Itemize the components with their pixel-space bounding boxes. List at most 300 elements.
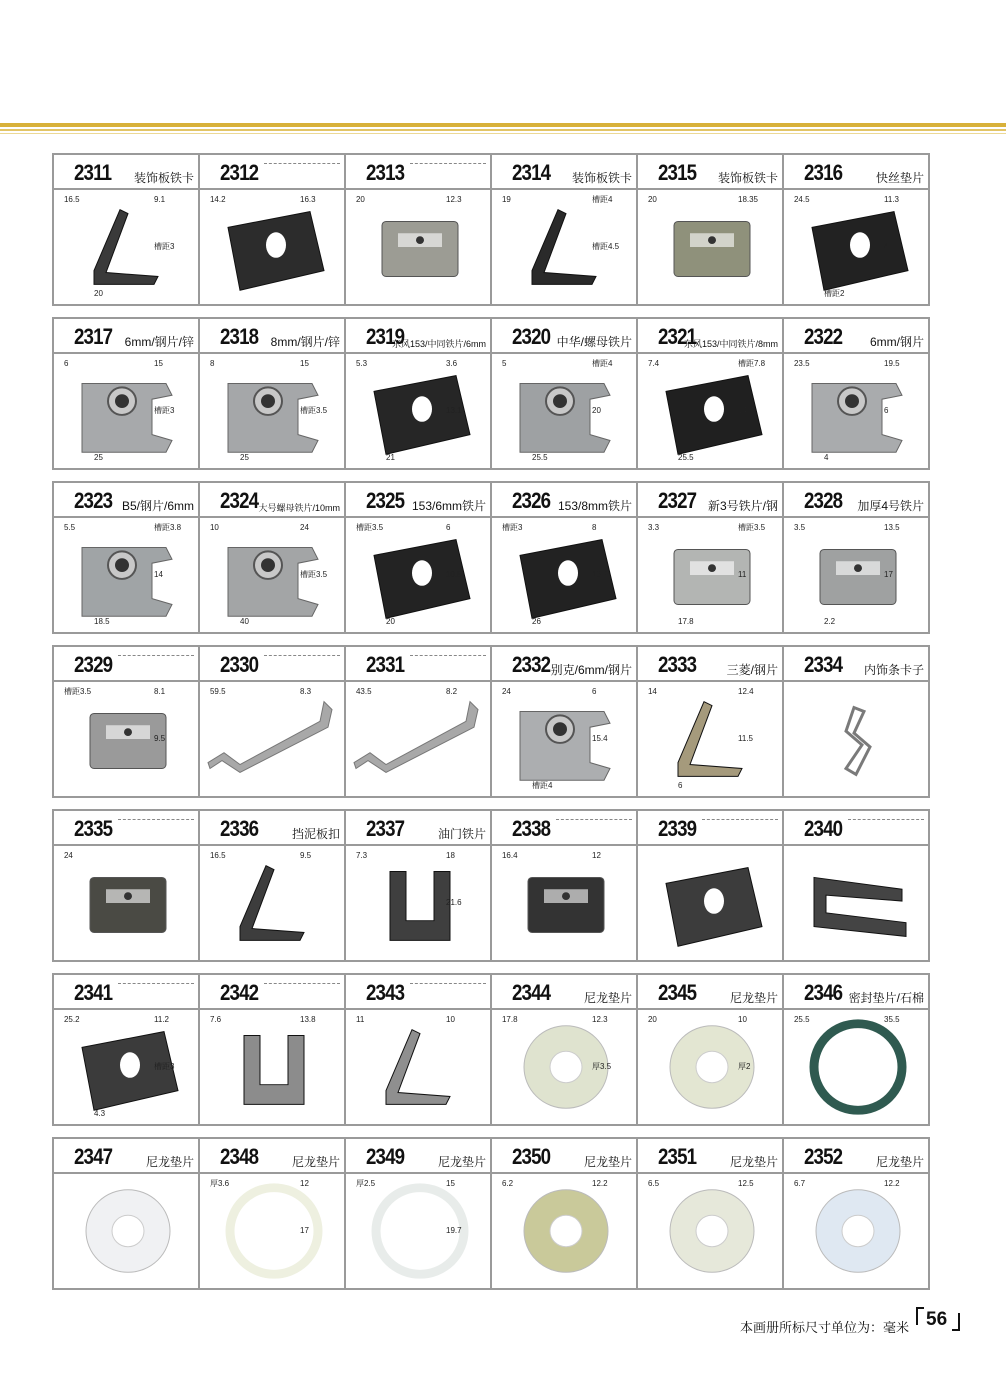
product-description: 装饰板铁卡 — [717, 171, 778, 185]
dimension-label: 4 — [884, 242, 889, 251]
product-cell — [782, 645, 930, 798]
catalog-row — [52, 317, 940, 470]
product-code: 2341 — [74, 980, 113, 1005]
dimension-label: 14.2 — [210, 194, 226, 204]
product-description: 东风153/中同铁片/8mm — [683, 339, 778, 349]
product-description: 中华/螺母铁片 — [556, 335, 632, 349]
product-header — [346, 811, 490, 846]
part-photo — [94, 210, 158, 285]
product-image — [54, 682, 198, 796]
product-cell — [198, 153, 346, 306]
product-image — [492, 354, 636, 468]
dimension-label: 24 — [64, 850, 73, 860]
product-code: 2326 — [512, 488, 551, 513]
dimension-label: 15 — [300, 358, 309, 368]
dimension-label: 槽距3 — [154, 242, 175, 251]
dimension-label: 21 — [386, 453, 395, 463]
dimension-label: 10.5 — [446, 570, 462, 579]
dimension-label: 8.3 — [300, 686, 312, 696]
dimension-label: 25 — [240, 453, 249, 463]
dimension-label: 14 — [154, 570, 163, 579]
dimension-label: 16.5 — [64, 194, 80, 204]
product-code: 2339 — [658, 816, 697, 841]
product-header — [200, 811, 344, 846]
product-code: 2342 — [220, 980, 259, 1005]
product-cell — [636, 153, 784, 306]
product-image — [200, 846, 344, 960]
product-code: 2334 — [804, 652, 843, 677]
product-cell — [344, 809, 492, 962]
dimension-label: 19.7 — [446, 1226, 462, 1235]
product-code: 2313 — [366, 160, 405, 185]
product-header — [200, 647, 344, 682]
product-header — [346, 483, 490, 518]
product-image — [492, 518, 636, 632]
dimension-label: 15 — [446, 1178, 455, 1188]
product-cell — [490, 1137, 638, 1290]
dimension-label: 5.3 — [356, 358, 368, 368]
header-dash — [118, 819, 194, 820]
product-header — [638, 155, 782, 190]
dimension-label: 20 — [648, 194, 657, 204]
dimension-label: 17.8 — [502, 1014, 518, 1024]
product-image — [638, 190, 782, 304]
product-image — [200, 518, 344, 632]
product-description: 装饰板铁卡 — [571, 171, 632, 185]
dimension-label: 槽距3 — [154, 1062, 175, 1071]
product-image — [54, 1174, 198, 1288]
dimension-label: 5 — [502, 358, 507, 368]
product-header — [54, 811, 198, 846]
dimension-label: 槽距3 — [154, 406, 175, 415]
dimension-label: 12.4 — [738, 686, 754, 696]
product-header — [54, 647, 198, 682]
dimension-label: 20 — [356, 194, 365, 204]
part-photo — [208, 702, 332, 773]
product-cell — [490, 809, 638, 962]
part-photo — [846, 708, 870, 775]
dimension-label: 6.2 — [502, 1178, 514, 1188]
product-cell — [782, 153, 930, 306]
product-cell — [198, 645, 346, 798]
dimension-label: 13.2 — [592, 570, 608, 579]
product-image — [54, 846, 198, 960]
part-photo — [816, 1190, 900, 1273]
product-cell — [344, 973, 492, 1126]
product-code: 2351 — [658, 1144, 697, 1169]
product-header — [492, 155, 636, 190]
product-code: 2331 — [366, 652, 405, 677]
dimension-label: 8 — [592, 522, 597, 532]
part-photo — [228, 212, 324, 291]
product-image — [492, 682, 636, 796]
dimension-label: 12 — [300, 1178, 309, 1188]
product-header — [638, 483, 782, 518]
product-header — [54, 319, 198, 354]
product-image — [54, 1010, 198, 1124]
product-header — [346, 1139, 490, 1174]
catalog-row — [52, 481, 940, 634]
product-cell — [344, 317, 492, 470]
dimension-label: 11 — [356, 1014, 365, 1024]
product-image — [54, 354, 198, 468]
dimension-label: 厚2 — [738, 1062, 751, 1071]
dimension-label: 2.2 — [824, 617, 836, 627]
dimension-label: 20 — [648, 1014, 657, 1024]
product-description: 加厚4号铁片 — [857, 499, 924, 513]
dimension-label: 11.3 — [884, 194, 899, 204]
product-header — [492, 1139, 636, 1174]
product-cell — [636, 481, 784, 634]
product-description: 尼龙垫片 — [583, 1155, 632, 1169]
dimension-label: 8.1 — [154, 686, 166, 696]
dimension-label: 20 — [592, 406, 601, 415]
product-code: 2337 — [366, 816, 405, 841]
product-code: 2318 — [220, 324, 259, 349]
header-dash — [264, 163, 340, 164]
product-image — [784, 354, 928, 468]
product-cell — [782, 973, 930, 1126]
unit-note: 本画册所标尺寸单位为：毫米 — [740, 1320, 910, 1335]
dimension-label: 20 — [386, 617, 395, 627]
product-image — [200, 354, 344, 468]
dimension-label: 16.5 — [210, 850, 226, 860]
product-image — [784, 682, 928, 796]
product-image — [638, 518, 782, 632]
product-image — [638, 1174, 782, 1288]
dimension-label: 6 — [884, 406, 889, 415]
header-dash — [556, 819, 632, 820]
product-code: 2340 — [804, 816, 843, 841]
dimension-label: 槽距2 — [824, 289, 845, 299]
dimension-label: 7.4 — [648, 358, 660, 368]
product-code: 2330 — [220, 652, 259, 677]
product-description: 尼龙垫片 — [875, 1155, 924, 1169]
dimension-label: 12.2 — [592, 1178, 608, 1188]
product-cell — [344, 481, 492, 634]
product-header — [492, 319, 636, 354]
product-cell — [344, 645, 492, 798]
product-image — [638, 354, 782, 468]
dimension-label: 槽距3.5 — [738, 522, 766, 532]
product-code: 2328 — [804, 488, 843, 513]
product-header — [492, 811, 636, 846]
product-image — [200, 1174, 344, 1288]
part-photo — [520, 383, 610, 452]
product-description: 尼龙垫片 — [583, 991, 632, 1005]
dimension-label: 16.3 — [300, 194, 316, 204]
dimension-label: 3.5 — [794, 522, 806, 532]
product-code: 2348 — [220, 1144, 259, 1169]
product-code: 2344 — [512, 980, 551, 1005]
dimension-label: 槽距3.5 — [356, 522, 384, 532]
part-photo — [82, 547, 172, 616]
dimension-label: 槽距3.8 — [154, 522, 182, 532]
dimension-label: 15.4 — [592, 734, 608, 743]
dimension-label: 11 — [738, 570, 747, 579]
product-description: 6mm/钢片 — [869, 335, 924, 349]
product-cell — [198, 973, 346, 1126]
product-header — [346, 155, 490, 190]
product-cell — [636, 809, 784, 962]
dimension-label: 4 — [824, 453, 829, 463]
product-cell — [52, 645, 200, 798]
product-header — [54, 155, 198, 190]
product-code: 2333 — [658, 652, 697, 677]
product-description: 装饰板铁卡 — [133, 171, 194, 185]
product-cell — [52, 973, 200, 1126]
dimension-label: 59.5 — [210, 686, 226, 696]
dimension-label: 厚3.6 — [210, 1178, 230, 1188]
product-cell — [198, 809, 346, 962]
product-header — [492, 483, 636, 518]
product-description: 内饰条卡子 — [863, 663, 924, 677]
dimension-label: 7.6 — [210, 1014, 222, 1024]
part-photo — [812, 383, 902, 452]
dimension-label: 16.4 — [502, 850, 518, 860]
dimension-label: 12.3 — [592, 1014, 608, 1024]
product-header — [492, 975, 636, 1010]
product-description: 新3号铁片/钢 — [707, 499, 778, 513]
product-cell — [636, 973, 784, 1126]
catalog-row — [52, 1137, 940, 1290]
part-photo — [528, 877, 604, 932]
product-image — [346, 354, 490, 468]
dimension-label: 18.35 — [738, 194, 758, 204]
dimension-label: 24.5 — [794, 194, 810, 204]
dimension-label: 10 — [738, 1014, 747, 1024]
dimension-label: 6 — [592, 686, 597, 696]
product-cell — [344, 1137, 492, 1290]
product-code: 2346 — [804, 980, 843, 1005]
product-header — [784, 1139, 928, 1174]
dimension-label: 8.2 — [446, 686, 458, 696]
product-image — [492, 1174, 636, 1288]
part-photo — [814, 1024, 902, 1110]
dimension-label: 18.5 — [94, 617, 110, 627]
product-image — [784, 1174, 928, 1288]
dimension-label: 槽距4 — [532, 781, 553, 791]
dimension-label: 15 — [154, 358, 163, 368]
product-description: 三菱/钢片 — [726, 663, 778, 677]
dimension-label: 14.7 — [738, 406, 754, 415]
product-header — [346, 975, 490, 1010]
product-header — [784, 155, 928, 190]
product-image — [492, 1010, 636, 1124]
dimension-label: 槽距4.5 — [592, 242, 620, 251]
product-code: 2327 — [658, 488, 697, 513]
product-header — [200, 1139, 344, 1174]
part-photo — [532, 210, 596, 285]
product-image — [200, 682, 344, 796]
product-header — [200, 483, 344, 518]
dimension-label: 10 — [210, 522, 219, 532]
dimension-label: 24 — [300, 522, 309, 532]
dimension-label: 11.5 — [738, 734, 753, 743]
product-description: 快丝垫片 — [875, 171, 924, 185]
product-cell — [490, 973, 638, 1126]
product-image — [346, 518, 490, 632]
product-header — [638, 319, 782, 354]
product-cell — [52, 1137, 200, 1290]
dimension-label: 厚3.5 — [592, 1062, 612, 1071]
header-dash — [410, 983, 486, 984]
product-cell — [52, 481, 200, 634]
product-description: 8mm/钢片/锌 — [270, 335, 340, 349]
dimension-label: 6 — [678, 781, 683, 791]
dimension-label: 9.1 — [154, 194, 166, 204]
dimension-label: 19.5 — [884, 358, 900, 368]
product-code: 2324 — [220, 488, 259, 513]
part-photo — [812, 212, 908, 291]
product-description: 尼龙垫片 — [291, 1155, 340, 1169]
part-photo — [228, 383, 318, 452]
product-code: 2322 — [804, 324, 843, 349]
dimension-label: 35.5 — [884, 1014, 900, 1024]
dimension-label: 12 — [592, 850, 601, 860]
dimension-label: 17 — [884, 570, 893, 579]
product-header — [200, 319, 344, 354]
product-header — [638, 647, 782, 682]
product-cell — [636, 317, 784, 470]
product-header — [638, 1139, 782, 1174]
top-gold-rule-thin — [0, 129, 1006, 131]
header-dash — [702, 819, 778, 820]
product-cell — [344, 153, 492, 306]
dimension-label: 20 — [94, 289, 103, 299]
dimension-label: 17.8 — [678, 617, 694, 627]
product-code: 2314 — [512, 160, 551, 185]
product-code: 2315 — [658, 160, 697, 185]
product-cell — [636, 1137, 784, 1290]
product-header — [54, 1139, 198, 1174]
dimension-label: 12.5 — [738, 1178, 754, 1188]
dimension-label: 6 — [64, 358, 69, 368]
part-photo — [244, 1036, 304, 1105]
product-description: 尼龙垫片 — [437, 1155, 486, 1169]
product-header — [638, 975, 782, 1010]
product-image — [346, 682, 490, 796]
dimension-label: 9.5 — [300, 850, 312, 860]
product-cell — [782, 317, 930, 470]
product-image — [638, 846, 782, 960]
part-photo — [240, 866, 304, 941]
dimension-label: 13.1 — [446, 406, 462, 415]
dimension-label: 槽距4 — [592, 194, 613, 204]
dimension-label: 25.2 — [64, 1014, 80, 1024]
dimension-label: 7.3 — [356, 850, 368, 860]
product-image — [54, 518, 198, 632]
product-catalog-grid — [52, 153, 940, 1301]
product-description: 尼龙垫片 — [145, 1155, 194, 1169]
dimension-label: 6.7 — [794, 1178, 806, 1188]
dimension-label: 25.5 — [678, 453, 694, 463]
page-number-bracket — [916, 1307, 960, 1331]
product-image — [784, 846, 928, 960]
header-dash — [264, 983, 340, 984]
product-cell — [198, 481, 346, 634]
product-image — [492, 846, 636, 960]
product-code: 2329 — [74, 652, 113, 677]
product-header — [638, 811, 782, 846]
dimension-label: 槽距3.5 — [64, 686, 92, 696]
product-description: 密封垫片/石棉 — [848, 991, 924, 1005]
product-code: 2319 — [366, 324, 405, 349]
header-dash — [410, 655, 486, 656]
part-photo — [666, 868, 762, 947]
product-image — [492, 190, 636, 304]
product-header — [54, 975, 198, 1010]
product-image — [638, 1010, 782, 1124]
product-cell — [490, 481, 638, 634]
product-header — [784, 483, 928, 518]
dimension-label: 6.5 — [648, 1178, 660, 1188]
product-header — [784, 647, 928, 682]
product-header — [346, 647, 490, 682]
product-code: 2332 — [512, 652, 551, 677]
dimension-label: 25.5 — [794, 1014, 810, 1024]
dimension-label: 18 — [446, 850, 455, 860]
product-description: 油门铁片 — [437, 827, 486, 841]
header-dash — [848, 819, 924, 820]
product-image — [638, 682, 782, 796]
product-code: 2343 — [366, 980, 405, 1005]
part-photo — [524, 1190, 608, 1273]
product-code: 2323 — [74, 488, 113, 513]
product-header — [346, 319, 490, 354]
part-photo — [228, 547, 318, 616]
catalog-row — [52, 973, 940, 1126]
dimension-label: 19 — [502, 194, 511, 204]
product-header — [492, 647, 636, 682]
product-code: 2316 — [804, 160, 843, 185]
product-code: 2338 — [512, 816, 551, 841]
dimension-label: 13.8 — [300, 1014, 316, 1024]
product-description: 别克/6mm/钢片 — [550, 663, 632, 677]
dimension-label: 12.3 — [446, 194, 462, 204]
dimension-label: 槽距3 — [502, 522, 523, 532]
dimension-label: 槽距3.5 — [300, 570, 328, 579]
product-cell — [490, 153, 638, 306]
dimension-label: 4.3 — [94, 1109, 106, 1119]
dimension-label: 8 — [210, 358, 215, 368]
dimension-label: 21.6 — [446, 898, 462, 907]
product-code: 2312 — [220, 160, 259, 185]
product-description: 大号螺母铁片/10mm — [258, 503, 340, 513]
dimension-label: 11.2 — [154, 1014, 169, 1024]
part-photo — [520, 711, 610, 780]
product-image — [784, 518, 928, 632]
product-cell — [782, 481, 930, 634]
dimension-label: 43.5 — [356, 686, 372, 696]
part-photo — [670, 1190, 754, 1273]
product-description: 尼龙垫片 — [729, 1155, 778, 1169]
product-code: 2320 — [512, 324, 551, 349]
dimension-label: 13.5 — [884, 522, 900, 532]
product-code: 2317 — [74, 324, 113, 349]
product-header — [784, 319, 928, 354]
dimension-label: 槽距3.5 — [300, 406, 328, 415]
product-description: 6mm/钢片/锌 — [124, 335, 194, 349]
product-cell — [490, 645, 638, 798]
product-cell — [52, 153, 200, 306]
header-dash — [264, 655, 340, 656]
part-photo — [386, 1030, 450, 1105]
dimension-label: 厚2.5 — [356, 1178, 376, 1188]
product-header — [54, 483, 198, 518]
product-description: 尼龙垫片 — [729, 991, 778, 1005]
header-dash — [118, 655, 194, 656]
